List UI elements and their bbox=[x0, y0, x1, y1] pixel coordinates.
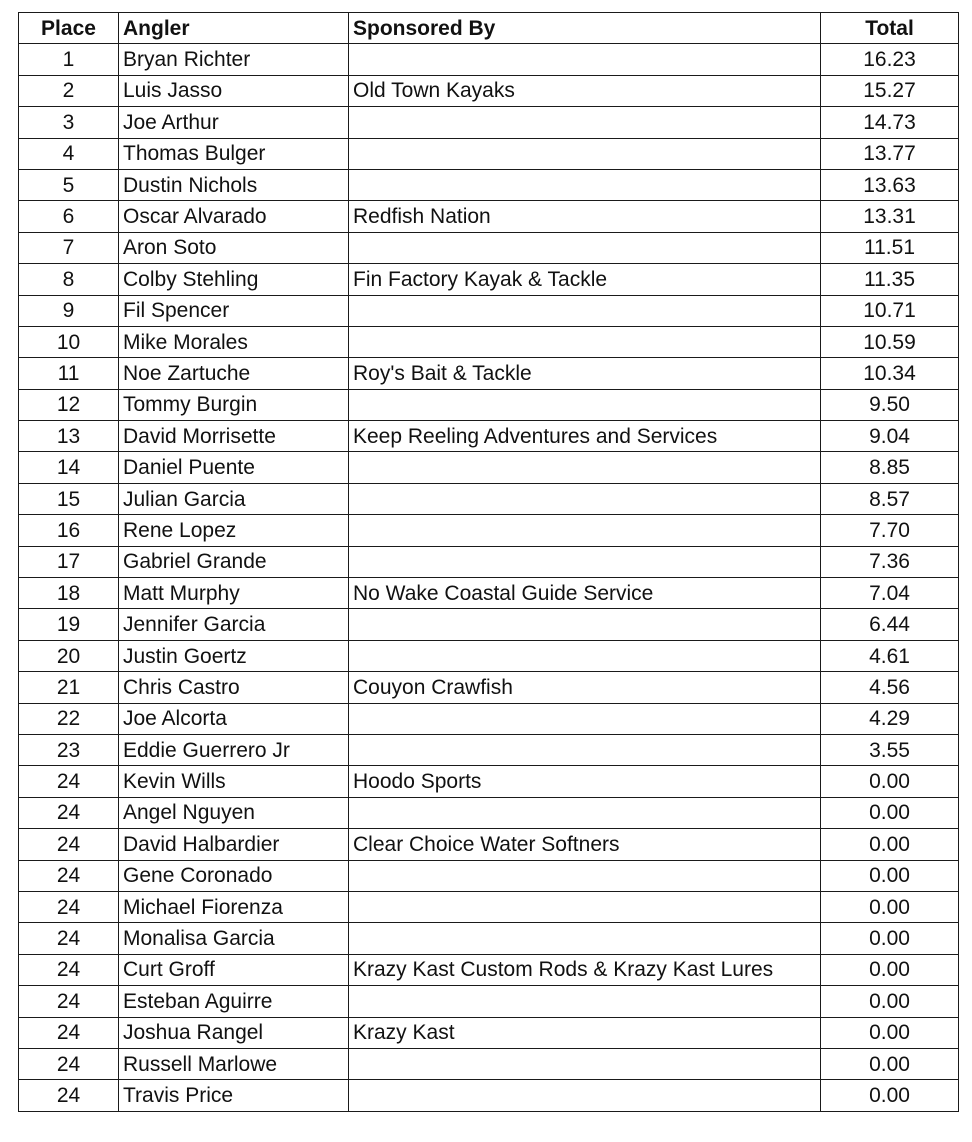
place-cell: 14 bbox=[19, 452, 119, 483]
sponsor-cell: Redfish Nation bbox=[349, 201, 821, 232]
sponsor-cell bbox=[349, 797, 821, 828]
angler-cell: Thomas Bulger bbox=[119, 138, 349, 169]
table-row bbox=[19, 264, 959, 295]
place-cell: 4 bbox=[19, 138, 119, 169]
table-row bbox=[19, 326, 959, 357]
total-cell: 7.04 bbox=[821, 578, 959, 609]
table-row bbox=[19, 954, 959, 985]
results-table bbox=[18, 12, 959, 1112]
total-cell: 11.35 bbox=[821, 264, 959, 295]
sponsor-cell bbox=[349, 546, 821, 577]
table-row bbox=[19, 640, 959, 671]
angler-cell: Travis Price bbox=[119, 1080, 349, 1111]
sponsor-cell: Keep Reeling Adventures and Services bbox=[349, 421, 821, 452]
table-row bbox=[19, 358, 959, 389]
place-cell: 15 bbox=[19, 483, 119, 514]
table-row bbox=[19, 1017, 959, 1048]
total-cell: 13.63 bbox=[821, 169, 959, 200]
place-cell: 24 bbox=[19, 860, 119, 891]
total-cell: 8.85 bbox=[821, 452, 959, 483]
table-row bbox=[19, 1080, 959, 1111]
table-row bbox=[19, 923, 959, 954]
total-cell: 13.77 bbox=[821, 138, 959, 169]
place-cell: 22 bbox=[19, 703, 119, 734]
angler-cell: Curt Groff bbox=[119, 954, 349, 985]
angler-cell: Gene Coronado bbox=[119, 860, 349, 891]
results-sheet bbox=[18, 12, 958, 1112]
table-row bbox=[19, 609, 959, 640]
total-cell: 0.00 bbox=[821, 1017, 959, 1048]
sponsor-cell bbox=[349, 169, 821, 200]
table-row bbox=[19, 389, 959, 420]
sponsor-cell: Hoodo Sports bbox=[349, 766, 821, 797]
angler-cell: Matt Murphy bbox=[119, 578, 349, 609]
sponsor-cell bbox=[349, 515, 821, 546]
table-row bbox=[19, 75, 959, 106]
table-row bbox=[19, 829, 959, 860]
table-body bbox=[19, 44, 959, 1111]
place-cell: 17 bbox=[19, 546, 119, 577]
header-angler: Angler bbox=[119, 13, 349, 44]
total-cell: 0.00 bbox=[821, 923, 959, 954]
sponsor-cell: Old Town Kayaks bbox=[349, 75, 821, 106]
angler-cell: Jennifer Garcia bbox=[119, 609, 349, 640]
sponsor-cell bbox=[349, 232, 821, 263]
total-cell: 0.00 bbox=[821, 891, 959, 922]
total-cell: 0.00 bbox=[821, 986, 959, 1017]
sponsor-cell: Krazy Kast Custom Rods & Krazy Kast Lures bbox=[349, 954, 821, 985]
header-place: Place bbox=[19, 13, 119, 44]
table-row bbox=[19, 672, 959, 703]
angler-cell: Joe Alcorta bbox=[119, 703, 349, 734]
total-cell: 10.59 bbox=[821, 326, 959, 357]
angler-cell: Oscar Alvarado bbox=[119, 201, 349, 232]
table-row bbox=[19, 232, 959, 263]
header-row bbox=[19, 13, 959, 44]
place-cell: 7 bbox=[19, 232, 119, 263]
place-cell: 24 bbox=[19, 954, 119, 985]
place-cell: 13 bbox=[19, 421, 119, 452]
place-cell: 3 bbox=[19, 107, 119, 138]
angler-cell: Rene Lopez bbox=[119, 515, 349, 546]
total-cell: 10.71 bbox=[821, 295, 959, 326]
table-row bbox=[19, 483, 959, 514]
place-cell: 21 bbox=[19, 672, 119, 703]
total-cell: 0.00 bbox=[821, 829, 959, 860]
place-cell: 6 bbox=[19, 201, 119, 232]
place-cell: 10 bbox=[19, 326, 119, 357]
sponsor-cell bbox=[349, 609, 821, 640]
angler-cell: Justin Goertz bbox=[119, 640, 349, 671]
table-row bbox=[19, 797, 959, 828]
header-sponsored-by: Sponsored By bbox=[349, 13, 821, 44]
table-header bbox=[19, 13, 959, 44]
total-cell: 4.56 bbox=[821, 672, 959, 703]
angler-cell: Aron Soto bbox=[119, 232, 349, 263]
table-row bbox=[19, 891, 959, 922]
table-row bbox=[19, 201, 959, 232]
table-row bbox=[19, 421, 959, 452]
total-cell: 0.00 bbox=[821, 1048, 959, 1079]
total-cell: 3.55 bbox=[821, 734, 959, 765]
total-cell: 0.00 bbox=[821, 766, 959, 797]
angler-cell: Gabriel Grande bbox=[119, 546, 349, 577]
angler-cell: Russell Marlowe bbox=[119, 1048, 349, 1079]
angler-cell: Monalisa Garcia bbox=[119, 923, 349, 954]
total-cell: 15.27 bbox=[821, 75, 959, 106]
place-cell: 24 bbox=[19, 891, 119, 922]
table-row bbox=[19, 44, 959, 75]
place-cell: 24 bbox=[19, 986, 119, 1017]
table-row bbox=[19, 734, 959, 765]
total-cell: 0.00 bbox=[821, 860, 959, 891]
total-cell: 7.36 bbox=[821, 546, 959, 577]
sponsor-cell: Couyon Crawfish bbox=[349, 672, 821, 703]
total-cell: 4.29 bbox=[821, 703, 959, 734]
sponsor-cell bbox=[349, 326, 821, 357]
place-cell: 18 bbox=[19, 578, 119, 609]
angler-cell: Esteban Aguirre bbox=[119, 986, 349, 1017]
total-cell: 0.00 bbox=[821, 1080, 959, 1111]
total-cell: 6.44 bbox=[821, 609, 959, 640]
angler-cell: Colby Stehling bbox=[119, 264, 349, 295]
total-cell: 9.04 bbox=[821, 421, 959, 452]
sponsor-cell: Krazy Kast bbox=[349, 1017, 821, 1048]
place-cell: 9 bbox=[19, 295, 119, 326]
total-cell: 11.51 bbox=[821, 232, 959, 263]
place-cell: 1 bbox=[19, 44, 119, 75]
place-cell: 23 bbox=[19, 734, 119, 765]
sponsor-cell bbox=[349, 452, 821, 483]
place-cell: 24 bbox=[19, 1080, 119, 1111]
angler-cell: Dustin Nichols bbox=[119, 169, 349, 200]
table-row bbox=[19, 515, 959, 546]
angler-cell: Angel Nguyen bbox=[119, 797, 349, 828]
place-cell: 24 bbox=[19, 797, 119, 828]
sponsor-cell bbox=[349, 44, 821, 75]
angler-cell: Chris Castro bbox=[119, 672, 349, 703]
total-cell: 16.23 bbox=[821, 44, 959, 75]
angler-cell: Eddie Guerrero Jr bbox=[119, 734, 349, 765]
sponsor-cell bbox=[349, 138, 821, 169]
sponsor-cell bbox=[349, 107, 821, 138]
table-row bbox=[19, 766, 959, 797]
place-cell: 24 bbox=[19, 829, 119, 860]
angler-cell: Tommy Burgin bbox=[119, 389, 349, 420]
table-row bbox=[19, 452, 959, 483]
sponsor-cell bbox=[349, 703, 821, 734]
sponsor-cell bbox=[349, 860, 821, 891]
total-cell: 0.00 bbox=[821, 954, 959, 985]
angler-cell: Fil Spencer bbox=[119, 295, 349, 326]
table-row bbox=[19, 138, 959, 169]
angler-cell: David Halbardier bbox=[119, 829, 349, 860]
table-row bbox=[19, 546, 959, 577]
place-cell: 11 bbox=[19, 358, 119, 389]
place-cell: 19 bbox=[19, 609, 119, 640]
sponsor-cell bbox=[349, 923, 821, 954]
angler-cell: Joe Arthur bbox=[119, 107, 349, 138]
angler-cell: Bryan Richter bbox=[119, 44, 349, 75]
place-cell: 16 bbox=[19, 515, 119, 546]
total-cell: 13.31 bbox=[821, 201, 959, 232]
sponsor-cell bbox=[349, 483, 821, 514]
sponsor-cell bbox=[349, 640, 821, 671]
table-row bbox=[19, 703, 959, 734]
place-cell: 2 bbox=[19, 75, 119, 106]
total-cell: 7.70 bbox=[821, 515, 959, 546]
angler-cell: Noe Zartuche bbox=[119, 358, 349, 389]
sponsor-cell: Roy's Bait & Tackle bbox=[349, 358, 821, 389]
total-cell: 4.61 bbox=[821, 640, 959, 671]
sponsor-cell bbox=[349, 389, 821, 420]
place-cell: 5 bbox=[19, 169, 119, 200]
sponsor-cell bbox=[349, 295, 821, 326]
place-cell: 24 bbox=[19, 923, 119, 954]
header-total: Total bbox=[821, 13, 959, 44]
sponsor-cell bbox=[349, 1080, 821, 1111]
total-cell: 8.57 bbox=[821, 483, 959, 514]
sponsor-cell bbox=[349, 734, 821, 765]
table-row bbox=[19, 169, 959, 200]
angler-cell: Daniel Puente bbox=[119, 452, 349, 483]
angler-cell: Mike Morales bbox=[119, 326, 349, 357]
table-row bbox=[19, 1048, 959, 1079]
sponsor-cell: Clear Choice Water Softners bbox=[349, 829, 821, 860]
total-cell: 9.50 bbox=[821, 389, 959, 420]
angler-cell: Julian Garcia bbox=[119, 483, 349, 514]
sponsor-cell bbox=[349, 891, 821, 922]
sponsor-cell: Fin Factory Kayak & Tackle bbox=[349, 264, 821, 295]
sponsor-cell bbox=[349, 1048, 821, 1079]
angler-cell: David Morrisette bbox=[119, 421, 349, 452]
place-cell: 20 bbox=[19, 640, 119, 671]
place-cell: 12 bbox=[19, 389, 119, 420]
place-cell: 24 bbox=[19, 766, 119, 797]
angler-cell: Luis Jasso bbox=[119, 75, 349, 106]
place-cell: 8 bbox=[19, 264, 119, 295]
angler-cell: Joshua Rangel bbox=[119, 1017, 349, 1048]
total-cell: 10.34 bbox=[821, 358, 959, 389]
total-cell: 0.00 bbox=[821, 797, 959, 828]
table-row bbox=[19, 578, 959, 609]
sponsor-cell bbox=[349, 986, 821, 1017]
total-cell: 14.73 bbox=[821, 107, 959, 138]
table-row bbox=[19, 860, 959, 891]
place-cell: 24 bbox=[19, 1017, 119, 1048]
table-row bbox=[19, 295, 959, 326]
table-row bbox=[19, 107, 959, 138]
place-cell: 24 bbox=[19, 1048, 119, 1079]
angler-cell: Kevin Wills bbox=[119, 766, 349, 797]
angler-cell: Michael Fiorenza bbox=[119, 891, 349, 922]
table-row bbox=[19, 986, 959, 1017]
sponsor-cell: No Wake Coastal Guide Service bbox=[349, 578, 821, 609]
